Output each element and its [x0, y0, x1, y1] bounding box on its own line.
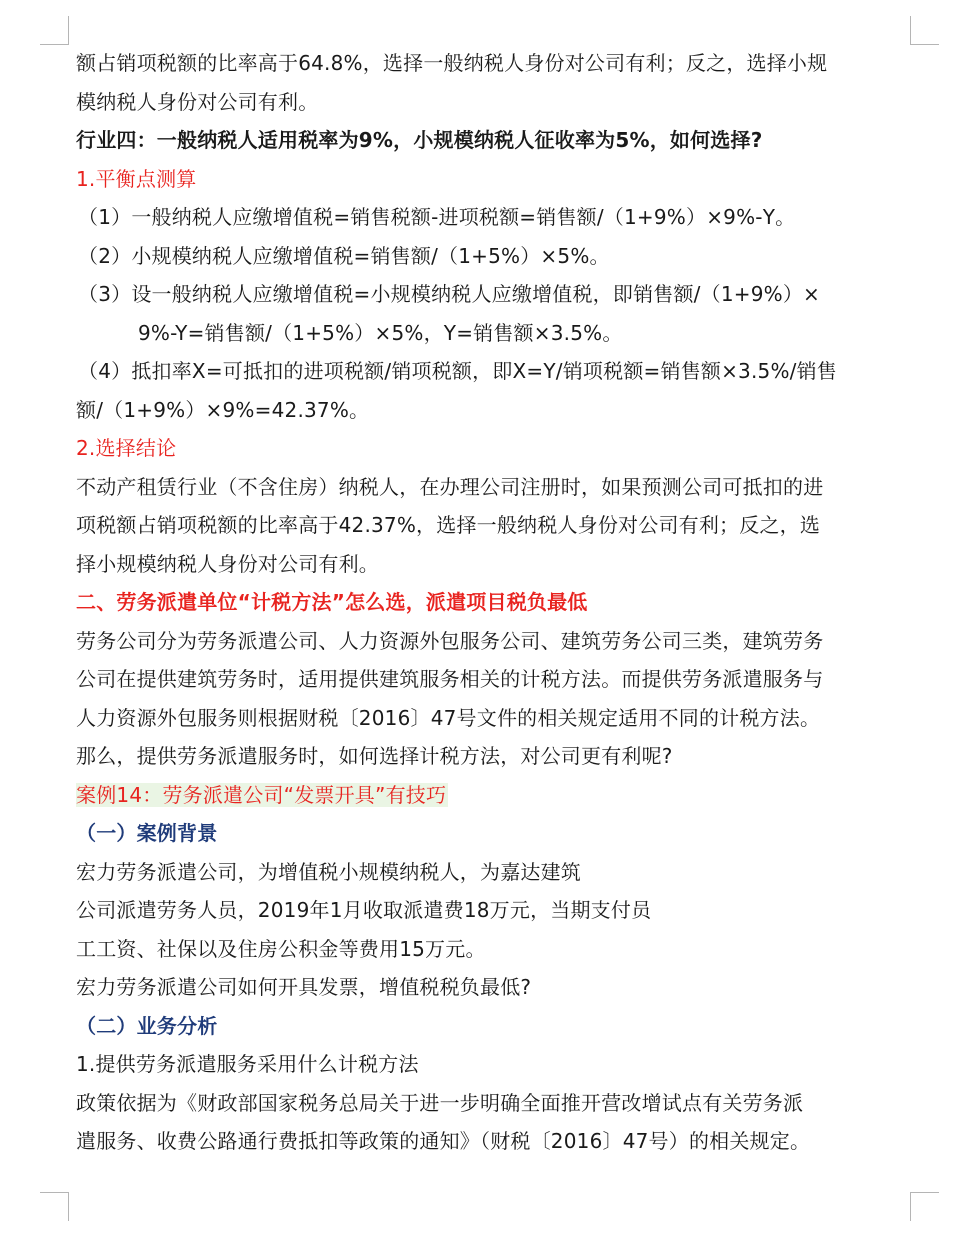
paragraph-line: 额占销项税额的比率高于64.8%，选择一般纳税人身份对公司有利；反之，选择小规 — [76, 51, 828, 75]
numbered-subheading: 1.提供劳务派遣服务采用什么计税方法 — [76, 1052, 419, 1076]
paragraph-line: 择小规模纳税人身份对公司有利。 — [76, 551, 379, 576]
chapter-heading-labor-dispatch: 二、劳务派遣单位“计税方法”怎么选，派遣项目税负最低 — [76, 590, 588, 614]
paragraph-line: 劳务公司分为劳务派遣公司、人力资源外包服务公司、建筑劳务公司三类，建筑劳务 — [76, 628, 824, 653]
paragraph-line: 宏力劳务派遣公司，为增值税小规模纳税人，为嘉达建筑 — [76, 859, 581, 884]
crop-mark-bottom-right — [910, 1192, 939, 1221]
paragraph-line: 工工资、社保以及住房公积金等费用15万元。 — [76, 936, 486, 961]
crop-mark-top-left — [40, 16, 69, 45]
case-14-heading: 案例14：劳务派遣公司“发票开具”有技巧 — [76, 782, 447, 807]
paragraph-line: 公司派遣劳务人员，2019年1月收取派遣费18万元，当期支付员 — [76, 898, 652, 922]
formula-item-2: （2）小规模纳税人应缴增值税=销售额/（1+5%）×5%。 — [78, 243, 610, 268]
crop-mark-top-right — [910, 16, 939, 45]
formula-item-4: （4）抵扣率X=可抵扣的进项税额/销项税额，即X=Y/销项税额=销售额×3.5%/销售 — [78, 359, 837, 383]
document-page — [76, 44, 916, 1161]
formula-item-4-cont: 额/（1+9%）×9%=42.37%。 — [76, 397, 370, 422]
paragraph-line: 遣服务、收费公路通行费抵扣等政策的通知》（财税〔2016〕47号）的相关规定。 — [76, 1129, 811, 1153]
paragraph-line: 项税额占销项税额的比率高于42.37%，选择一般纳税人身份对公司有利；反之，选 — [76, 513, 821, 537]
paragraph-line: 人力资源外包服务则根据财税〔2016〕47号文件的相关规定适用不同的计税方法。 — [76, 705, 821, 730]
subheading-business-analysis: （二）业务分析 — [76, 1013, 218, 1038]
paragraph-line: 宏力劳务派遣公司如何开具发票，增值税税负最低? — [76, 975, 532, 999]
subheading-case-background: （一）案例背景 — [76, 821, 218, 845]
paragraph-line: 模纳税人身份对公司有利。 — [76, 89, 319, 114]
section-heading-balance-point: 1.平衡点测算 — [76, 166, 197, 191]
formula-item-3-cont: 9%-Y=销售额/（1+5%）×5%，Y=销售额×3.5%。 — [138, 320, 623, 345]
formula-item-1: （1）一般纳税人应缴增值税=销售税额-进项税额=销售额/（1+9%）×9%-Y。 — [78, 205, 796, 229]
crop-mark-bottom-left — [40, 1192, 69, 1221]
paragraph-line: 那么，提供劳务派遣服务时，如何选择计税方法，对公司更有利呢? — [76, 744, 673, 768]
industry-four-heading: 行业四：一般纳税人适用税率为9%，小规模纳税人征收率为5%，如何选择? — [76, 128, 763, 152]
formula-item-3: （3）设一般纳税人应缴增值税=小规模纳税人应缴增值税，即销售额/（1+9%）× — [78, 282, 820, 306]
section-heading-conclusion: 2.选择结论 — [76, 436, 177, 460]
paragraph-line: 不动产租赁行业（不含住房）纳税人，在办理公司注册时，如果预测公司可抵扣的进 — [76, 474, 824, 499]
paragraph-line: 政策依据为《财政部国家税务总局关于进一步明确全面推开营改增试点有关劳务派 — [76, 1090, 804, 1115]
paragraph-line: 公司在提供建筑劳务时，适用提供建筑服务相关的计税方法。而提供劳务派遣服务与 — [76, 667, 824, 691]
